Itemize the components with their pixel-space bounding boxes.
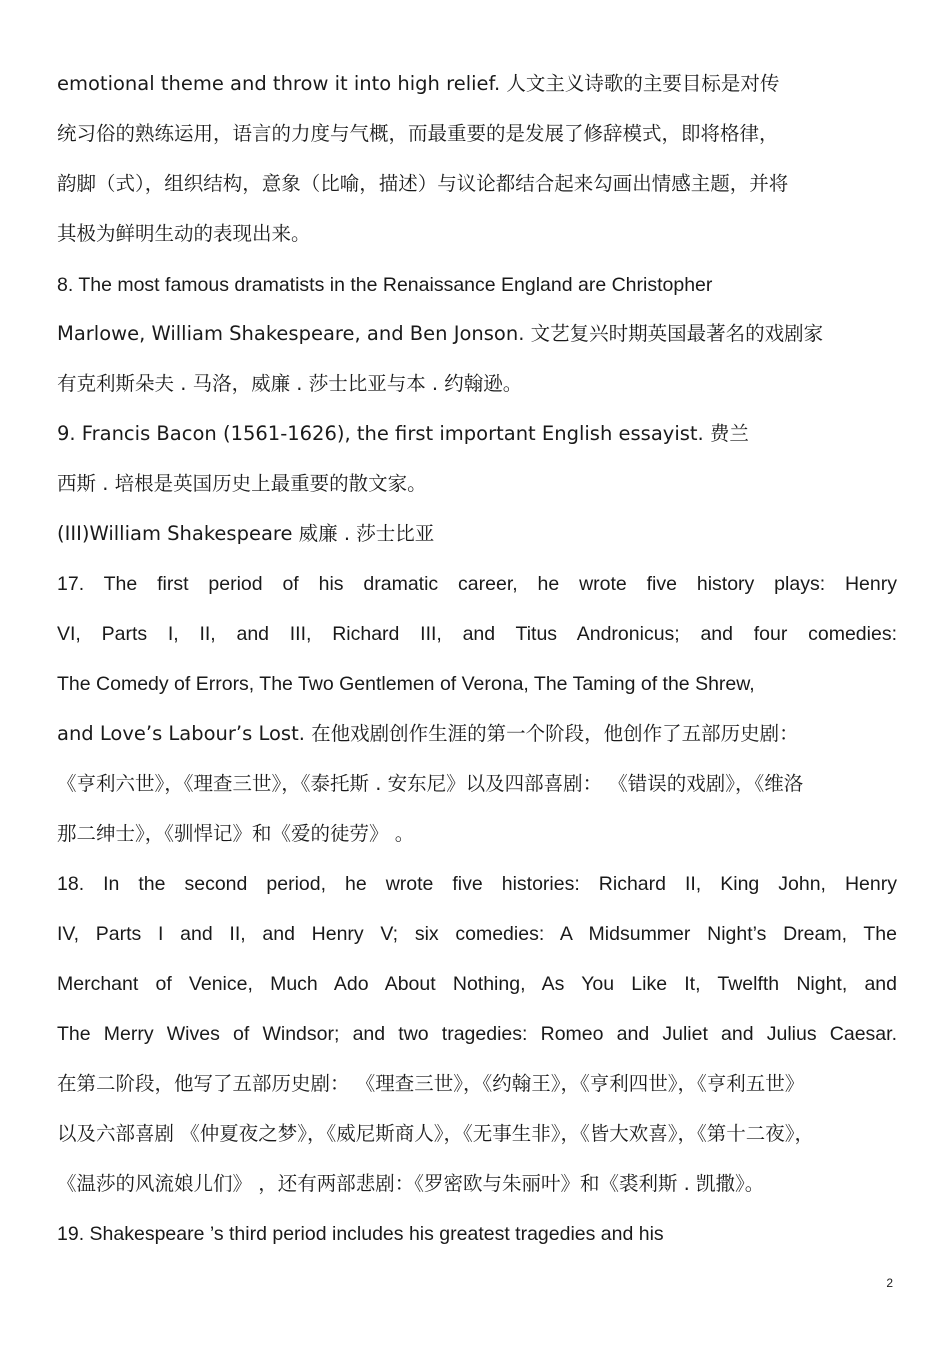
text-line: emotional theme and throw it into high relief. 人文主义诗歌的主要目标是对传 [57,72,780,95]
text-line: 在第二阶段，他写了五部历史剧： 《理查三世》，《约翰王》，《亨利四世》，《亨利五世》 [57,1072,805,1095]
text-line: and Love’s Labour’s Lost. 在他戏剧创作生涯的第一个阶段，他创作了五部历史剧： [57,722,799,745]
text-line: 统习俗的熟练运用，语言的力度与气概，而最重要的是发展了修辞模式，即将格律， [57,122,779,145]
text-line: 《亨利六世》，《理查三世》，《泰托斯 . 安东尼》以及四部喜剧： 《错误的戏剧》，《维洛 [57,772,804,795]
text-line: 那二绅士》，《驯悍记》和《爱的徒劳》 。 [57,822,415,845]
text-line: 17. The first period of his dramatic career, he wrote five history plays: Henry [57,573,897,595]
text-line: 以及六部喜剧 《仲夏夜之梦》，《威尼斯商人》，《无事生非》，《皆大欢喜》，《第十二夜》， [57,1122,814,1145]
text-line: 其极为鲜明生动的表现出来。 [57,222,311,245]
text-line: VI, Parts I, II, and III, Richard III, and Titus Andronicus; and four comedies: [57,623,897,645]
text-line: 《温莎的风流娘儿们》 ，还有两部悲剧：《罗密欧与朱丽叶》和《裘利斯 . 凯撒》。 [57,1172,765,1195]
section-heading: (III)William Shakespeare 威廉 . 莎士比亚 [57,522,435,545]
text-line: The Comedy of Errors, The Two Gentlemen of Verona, The Taming of the Shrew, [57,673,755,695]
text-line: 西斯 . 培根是英国历史上最重要的散文家。 [57,472,427,495]
text-line: 19. Shakespeare ’s third period includes his greatest tragedies and his [57,1223,664,1245]
page-number: 2 [886,1276,893,1290]
text-line: 有克利斯朵夫 . 马洛，威廉 . 莎士比亚与本 . 约翰逊。 [57,372,523,395]
text-line: 9. Francis Bacon (1561-1626), the first important English essayist. 费兰 [57,422,749,445]
text-line: 18. In the second period, he wrote five histories: Richard II, King John, Henry [57,873,897,895]
text-line: IV, Parts I and II, and Henry V; six comedies: A Midsummer Night’s Dream, The [57,923,897,945]
text-line: 韵脚（式），组织结构，意象（比喻，描述）与议论都结合起来勾画出情感主题，并将 [57,172,789,195]
text-line: Marlowe, William Shakespeare, and Ben Jonson. 文艺复兴时期英国最著名的戏剧家 [57,322,824,345]
text-line: 8. The most famous dramatists in the Renaissance England are Christopher [57,274,713,296]
text-line: Merchant of Venice, Much Ado About Nothing, As You Like It, Twelfth Night, and [57,973,897,995]
text-line: The Merry Wives of Windsor; and two tragedies: Romeo and Juliet and Julius Caesar. [57,1023,897,1045]
